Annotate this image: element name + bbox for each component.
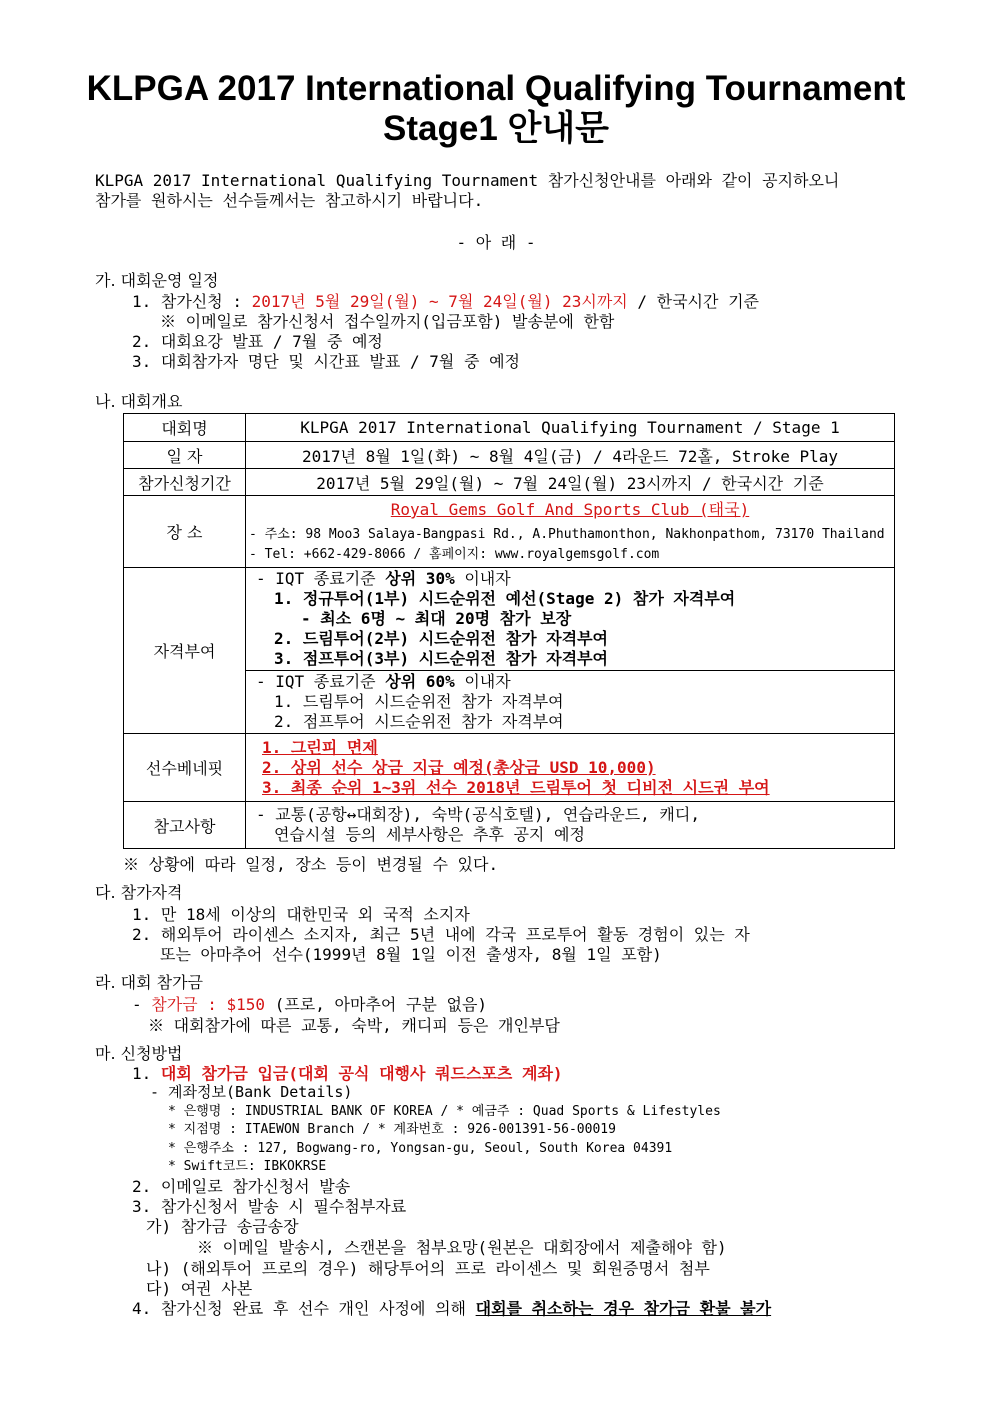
bank-detail-1: * 은행명 : INDUSTRIAL BANK OF KOREA / * 예금주 : Quad Sports & Lifestyles xyxy=(168,1104,721,1119)
eligibility-item-1: 1. 만 18세 이상의 대한민국 외 국적 소지자 xyxy=(132,905,470,924)
qual-b-item-1: 1. 드림투어 시드순위전 참가 자격부여 xyxy=(274,692,564,711)
table-row xyxy=(124,442,895,469)
table-value-name: KLPGA 2017 International Qualifying Tournament / Stage 1 xyxy=(246,414,895,442)
table-row xyxy=(124,568,895,671)
bank-detail-4: * Swift코드: IBKOKRSE xyxy=(168,1159,327,1174)
section-ga-heading: 가. 대회운영 일정 xyxy=(95,271,219,290)
page-title: KLPGA 2017 International Qualifying Tournament xyxy=(86,69,906,108)
schedule-item-1-note: ※ 이메일로 참가신청서 접수일까지(입금포함) 발송분에 한함 xyxy=(160,312,615,331)
apply-item-3-c: 다) 여권 사본 xyxy=(146,1279,253,1298)
qual-b-intro-prefix: - IQT 종료기준 xyxy=(256,672,386,691)
qual-b-item-2: 2. 점프투어 시드순위전 참가 자격부여 xyxy=(274,712,564,731)
qual-a-intro-suffix: 이내자 xyxy=(454,569,511,588)
section-na-heading: 나. 대회개요 xyxy=(95,392,183,411)
table-value-qualification-a xyxy=(246,568,895,671)
table-label-reference: 참고사항 xyxy=(124,802,246,849)
bank-detail-2: * 지점명 : ITAEWON Branch / * 계좌번호 : 926-001391-56-00019 xyxy=(168,1122,616,1137)
qual-a-item-1: 1. 정규투어(1부) 시드순위전 예선(Stage 2) 참가 자격부여 xyxy=(274,589,736,608)
apply-item-4-bold: 대회를 취소하는 경우 참가금 환불 불가 xyxy=(475,1299,772,1318)
section-da-heading: 다. 참가자격 xyxy=(95,883,183,902)
reference-line-2: 연습시설 등의 세부사항은 추후 공지 예정 xyxy=(274,825,585,844)
overview-table xyxy=(123,413,895,849)
benefit-item-2: 2. 상위 선수 상금 지급 예정(총상금 USD 10,000) xyxy=(262,757,656,777)
entry-fee-label: 참가금 : $150 xyxy=(151,995,266,1014)
table-value-venue xyxy=(246,496,895,568)
apply-item-2: 2. 이메일로 참가신청서 발송 xyxy=(132,1177,351,1196)
apply-item-3-a: 가) 참가금 송금송장 xyxy=(146,1217,299,1236)
entry-fee xyxy=(132,992,487,1015)
apply-item-4-prefix: 4. 참가신청 완료 후 선수 개인 사정에 의해 xyxy=(132,1299,476,1318)
qual-a-item-3: 3. 점프투어(3부) 시드순위전 참가 자격부여 xyxy=(274,649,608,668)
bank-detail-3: * 은행주소 : 127, Bogwang-ro, Yongsan-gu, Seoul, South Korea 04391 xyxy=(168,1141,673,1156)
table-row xyxy=(124,469,895,496)
apply-item-1-prefix: 1. xyxy=(132,1064,161,1083)
schedule-item-3: 3. 대회참가자 명단 및 시간표 발표 / 7월 중 예정 xyxy=(132,352,520,371)
schedule-item-1-date: 2017년 5월 29일(월) ~ 7월 24일(월) 23시까지 xyxy=(251,292,628,311)
qual-a-item-2: 2. 드림투어(2부) 시드순위전 참가 자격부여 xyxy=(274,629,608,648)
schedule-item-1-prefix: 1. 참가신청 : xyxy=(132,292,252,311)
intro-line-1: KLPGA 2017 International Qualifying Tournament 참가신청안내를 아래와 같이 공지하오니 xyxy=(95,171,840,190)
eligibility-item-2-cont: 또는 아마추어 선수(1999년 8월 1일 이전 출생자, 8월 1일 포함) xyxy=(160,945,662,964)
table-value-reference xyxy=(246,802,895,849)
venue-name: Royal Gems Golf And Sports Club (태국) xyxy=(390,500,750,519)
table-value-qualification-b xyxy=(246,671,895,734)
table-value-period: 2017년 5월 29일(월) ~ 7월 24일(월) 23시까지 / 한국시간 기준 xyxy=(246,469,895,496)
apply-item-3-b: 나) (해외투어 프로의 경우) 해당투어의 프로 라이센스 및 회원증명서 첨부 xyxy=(146,1259,710,1278)
entry-fee-note: ※ 대회참가에 따른 교통, 숙박, 캐디피 등은 개인부담 xyxy=(148,1016,560,1035)
page-subtitle: Stage1 안내문 xyxy=(383,109,609,148)
table-label-qualification: 자격부여 xyxy=(124,568,246,734)
schedule-item-2: 2. 대회요강 발표 / 7월 중 예정 xyxy=(132,332,383,351)
section-ra-heading: 라. 대회 참가금 xyxy=(95,973,203,992)
qual-a-item-1-sub: - 최소 6명 ~ 최대 20명 참가 보장 xyxy=(301,609,572,628)
entry-fee-prefix: - xyxy=(132,995,152,1014)
benefit-item-3: 3. 최종 순위 1~3위 선수 2018년 드림투어 첫 디비전 시드권 부여 xyxy=(262,777,770,797)
apply-item-3: 3. 참가신청서 발송 시 필수첨부자료 xyxy=(132,1197,407,1216)
table-row xyxy=(124,414,895,442)
qual-b-intro-suffix: 이내자 xyxy=(454,672,511,691)
benefit-item-1: 1. 그린피 면제 xyxy=(262,737,378,757)
qual-a-intro-prefix: - IQT 종료기준 xyxy=(256,569,386,588)
eligibility-item-2: 2. 해외투어 라이센스 소지자, 최근 5년 내에 각국 프로투어 활동 경험이 있는 자 xyxy=(132,925,750,944)
table-value-date: 2017년 8월 1일(화) ~ 8월 4일(금) / 4라운드 72홀, Stroke Play xyxy=(246,442,895,469)
venue-address: - 주소: 98 Moo3 Salaya-Bangpasi Rd., A.Phuthamonthon, Nakhonpathom, 73170 Thailand xyxy=(249,527,885,542)
table-row xyxy=(124,734,895,802)
bank-heading: - 계좌정보(Bank Details) xyxy=(150,1083,353,1101)
table-label-benefit: 선수베네핏 xyxy=(124,734,246,802)
intro-line-2: 참가를 원하시는 선수들께서는 참고하시기 바랍니다. xyxy=(95,191,484,210)
qual-a-intro xyxy=(256,569,894,589)
venue-contact: - Tel: +662-429-8066 / 홈페이지: www.royalgemsgolf.com xyxy=(249,547,660,562)
schedule-item-1-suffix: / 한국시간 기준 xyxy=(627,292,760,311)
qual-b-intro xyxy=(256,672,894,692)
table-row xyxy=(124,802,895,849)
table-label-period: 참가신청기간 xyxy=(124,469,246,496)
qual-a-intro-bold: 상위 30% xyxy=(385,569,455,588)
reference-line-1: - 교통(공항↔대회장), 숙박(공식호텔), 연습라운드, 캐디, xyxy=(256,805,700,824)
apply-item-1-text: 대회 참가금 입금(대회 공식 대행사 쿼드스포츠 계좌) xyxy=(160,1064,563,1083)
section-ma-heading: 마. 신청방법 xyxy=(95,1044,183,1063)
entry-fee-suffix: (프로, 아마추어 구분 없음) xyxy=(265,995,488,1014)
table-value-benefit xyxy=(246,734,895,802)
change-notice: ※ 상황에 따라 일정, 장소 등이 변경될 수 있다. xyxy=(123,855,499,874)
notice-mark: - 아 래 - xyxy=(456,233,536,252)
apply-item-3-a-note: ※ 이메일 발송시, 스캔본을 첨부요망(원본은 대회장에서 제출해야 함) xyxy=(197,1238,727,1257)
table-label-date: 일 자 xyxy=(124,442,246,469)
table-label-venue: 장 소 xyxy=(124,496,246,568)
apply-item-4 xyxy=(132,1296,771,1319)
table-label-name: 대회명 xyxy=(124,414,246,442)
qual-b-intro-bold: 상위 60% xyxy=(385,672,455,691)
table-row xyxy=(124,496,895,568)
